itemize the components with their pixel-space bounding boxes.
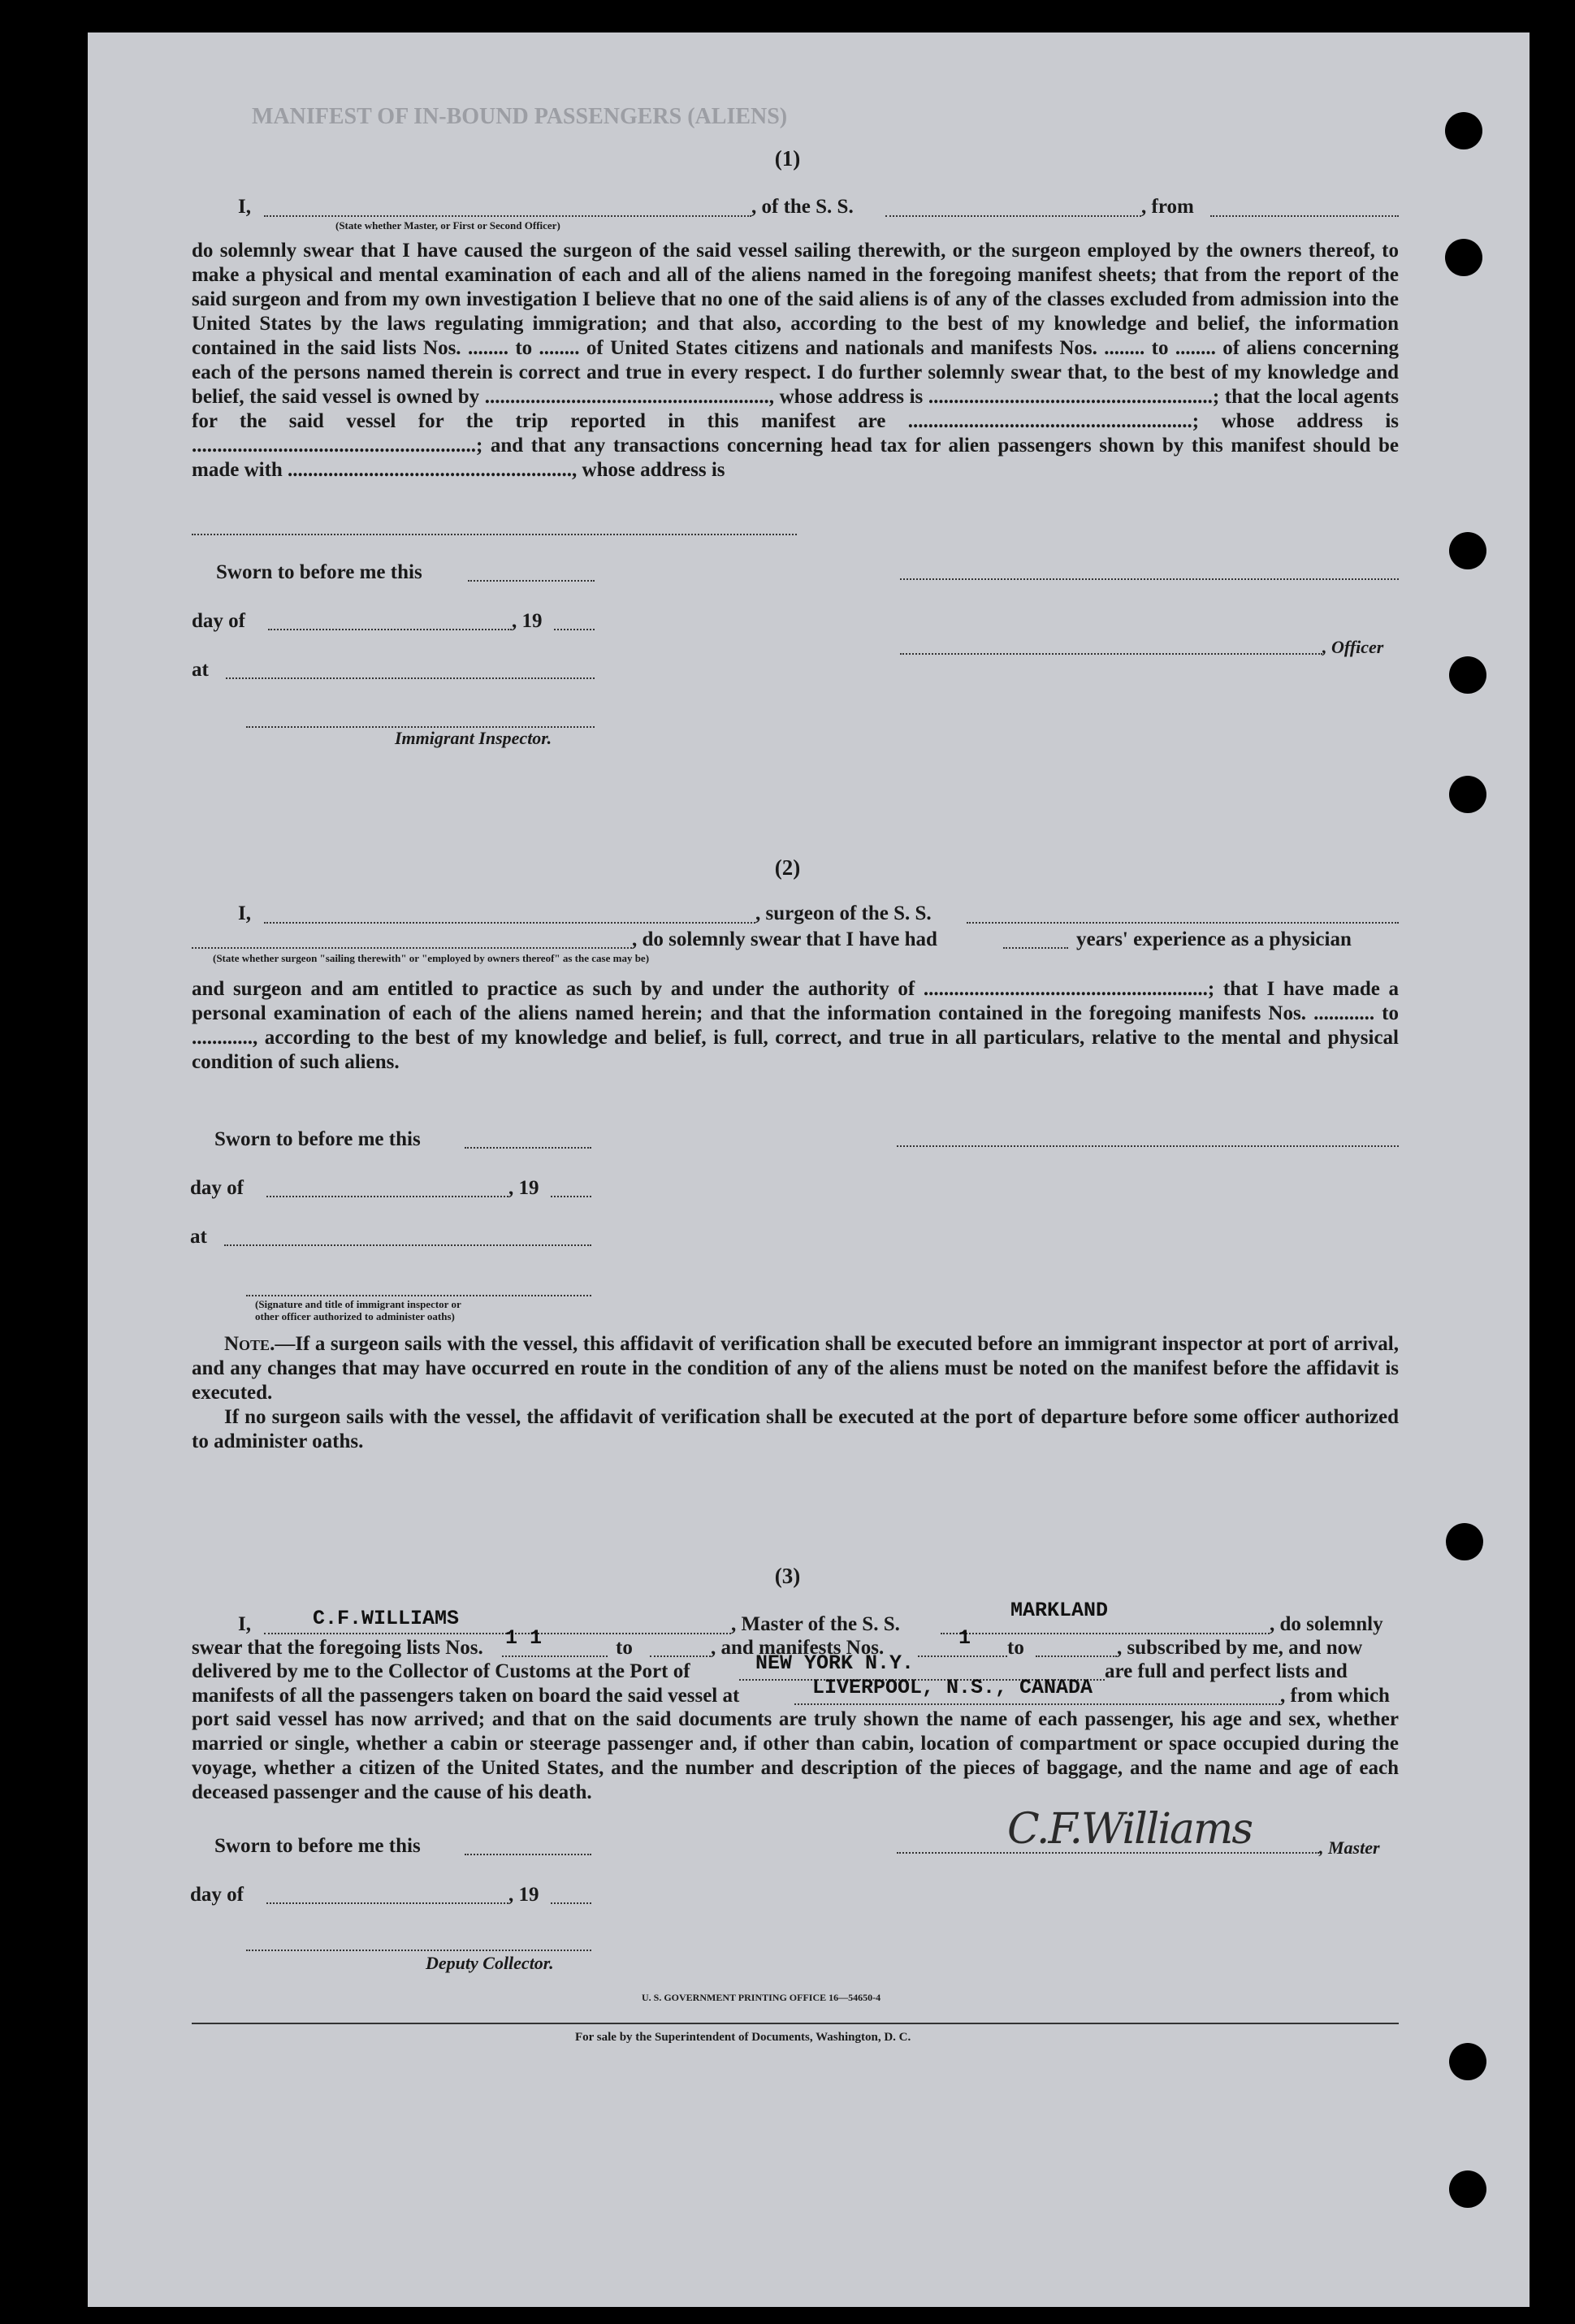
s2-oath-paragraph: and surgeon and am entitled to practice as such by and under the authority of ........................................................; that I have made a personal examination of each of the aliens named herein; and that the information contained in the foregoing manifests Nos. ............ to ............, according to the best of my knowledge and belief, is full, correct, and true in all particulars, relative to the mental and physical condition of such aliens. xyxy=(192,978,1399,1073)
s3-departure-blank xyxy=(794,1703,1280,1705)
s1-day-blank xyxy=(268,629,512,630)
s2-sworn-blank xyxy=(465,1147,591,1149)
gpo-imprint: U. S. GOVERNMENT PRINTING OFFICE 16—54650-4 xyxy=(642,1992,881,2003)
section-3-number: (3) xyxy=(774,1564,801,1588)
s3-port: NEW YORK N.Y. xyxy=(755,1651,915,1675)
s3-ship-name: MARKLAND xyxy=(1010,1599,1109,1622)
s3-day-blank xyxy=(266,1902,508,1904)
s2-caption-sig-2: other officer authorized to administer oaths) xyxy=(255,1310,455,1322)
binder-hole xyxy=(1449,2043,1486,2080)
s3-lists-no: 1 1 xyxy=(505,1626,543,1650)
s3-l1-solemnly: , do solemnly xyxy=(1270,1613,1383,1635)
s3-lists-blank xyxy=(502,1655,608,1657)
s1-at-blank xyxy=(226,677,595,679)
binder-hole xyxy=(1446,1523,1483,1560)
s3-manifests-blank xyxy=(918,1655,1007,1657)
s3-sworn-blank xyxy=(465,1854,591,1855)
s2-note-label: Note. xyxy=(224,1333,275,1355)
s3-l1-master: , Master of the S. S. xyxy=(731,1613,900,1635)
s3-master-signature: C.F.Williams xyxy=(1007,1805,1253,1854)
s1-at: at xyxy=(192,659,209,681)
s2-at: at xyxy=(190,1226,207,1248)
s2-ship-blank xyxy=(967,922,1399,924)
s3-oath-paragraph: port said vessel has now arrived; and that on the said documents are truly shown the name of each passenger, his age and sex, whether married or single, whether a cabin or steerage passenger and, if other than cabin, location of compartment or space occupied during the voyage, whether a citizen of the United States, and the number and description of the pieces of baggage, and the name and age of each deceased passenger and the cause of his death. xyxy=(192,1708,1399,1803)
s1-from-blank xyxy=(1210,215,1399,217)
s3-day-of: day of xyxy=(190,1884,244,1906)
s3-master-name: C.F.WILLIAMS xyxy=(313,1607,460,1630)
s1-line1-i: I, xyxy=(238,196,251,218)
s2-line2-swear: , do solemnly swear that I have had xyxy=(632,928,937,950)
s3-l2-manifests: , and manifests Nos. xyxy=(711,1637,885,1659)
s2-at-blank xyxy=(224,1244,591,1246)
s3-master-name-blank xyxy=(264,1633,731,1634)
s1-year-blank xyxy=(554,629,595,630)
section-1-number: (1) xyxy=(774,146,801,171)
s3-manifest-no: 1 xyxy=(958,1626,971,1650)
s2-years-blank xyxy=(1003,947,1068,949)
s1-officer-line xyxy=(900,653,1322,655)
s2-day-of: day of xyxy=(190,1177,244,1199)
show-through-header: MANIFEST OF IN-BOUND PASSENGERS (ALIENS) xyxy=(252,104,788,129)
s2-note-2-paragraph: If no surgeon sails with the vessel, the affidavit of verification shall be executed at the port of departure before some officer authorized to administer oaths. xyxy=(192,1406,1399,1452)
s3-sworn: Sworn to before me this xyxy=(214,1835,421,1857)
s3-manifests-to-blank xyxy=(1036,1655,1117,1657)
binder-hole xyxy=(1449,656,1486,694)
s2-note-paragraph xyxy=(192,1332,1399,1405)
s3-l4-from: , from which xyxy=(1280,1685,1390,1707)
s2-sailing-blank xyxy=(192,947,632,949)
s3-year: , 19 xyxy=(508,1884,539,1906)
s3-l3-delivered: delivered by me to the Collector of Customs at the Port of xyxy=(192,1660,690,1682)
s1-officer-label: , Officer xyxy=(1322,637,1384,657)
s1-master-sig-line xyxy=(900,578,1399,580)
s3-master-label: , Master xyxy=(1319,1837,1380,1858)
s2-caption-sig-1: (Signature and title of immigrant inspector or xyxy=(255,1298,461,1310)
s2-day-blank xyxy=(266,1196,508,1197)
s2-inspector-sig-line xyxy=(246,1295,591,1296)
s1-day-of: day of xyxy=(192,610,245,632)
s2-line2-years: years' experience as a physician xyxy=(1076,928,1352,950)
s2-note-text: —If a surgeon sails with the vessel, this affidavit of verification shall be executed before an immigrant inspector at port of arrival, and any changes that may have occurred en route in the condition of any of the aliens must be noted on the manifest before the affidavit is executed. xyxy=(192,1333,1399,1404)
s1-oath-paragraph: do solemnly swear that I have caused the surgeon of the said vessel sailing therewith, or the surgeon employed by the owners thereof, to make a physical and mental examination of each and all of the aliens named in the foregoing manifest sheets; that from the report of the said surgeon and from my own investigation I believe that no one of the said aliens is of any of the classes excluded from admission into the United States by the laws regulating immigration; and that also, according to the best of my knowledge and belief, the information contained in the said lists Nos. ........ to ........ of United States citizens and nationals and manifests Nos. ........ to ........ of aliens concerning each of the persons named therein is correct and true in every respect. I do further solemnly swear that, to the best of my knowledge and belief, the said vessel is owned by ........................................................, whose address is ........................................................; that the local agents for the said vessel for the trip reported in this manifest are ........................................................; whose address is ........................................................; and that any transactions concerning head tax for alien passengers shown by this manifest should be made with ........................................................, whose address is xyxy=(192,240,1399,481)
s3-l2-swear: swear that the foregoing lists Nos. xyxy=(192,1637,483,1659)
s3-lists-to-blank xyxy=(650,1655,711,1657)
s2-year: , 19 xyxy=(508,1177,539,1199)
s2-year-blank xyxy=(551,1196,591,1197)
binder-hole xyxy=(1445,112,1482,149)
binder-hole xyxy=(1449,2170,1486,2208)
s3-l2-to2: to xyxy=(1007,1637,1024,1659)
s2-surgeon-sig-line xyxy=(897,1145,1399,1147)
s1-inspector-label: Immigrant Inspector. xyxy=(395,728,552,748)
s1-year: , 19 xyxy=(512,610,543,632)
binder-hole xyxy=(1449,776,1486,813)
s1-line1-from: , from xyxy=(1141,196,1194,218)
binder-hole xyxy=(1445,239,1482,276)
s1-caption-master: (State whether Master, or First or Second Officer) xyxy=(335,219,560,232)
s3-year-blank xyxy=(551,1902,591,1904)
footer-rule xyxy=(192,2023,1399,2024)
s3-l3-full: are full and perfect lists and xyxy=(1105,1660,1348,1682)
s3-l2-to1: to xyxy=(616,1637,633,1659)
s3-l4-manifests: manifests of all the passengers taken on board the said vessel at xyxy=(192,1685,740,1707)
s1-address-blank xyxy=(192,534,797,535)
s2-line1-ss: , surgeon of the S. S. xyxy=(755,902,932,924)
s1-line1-ss: , of the S. S. xyxy=(751,196,854,218)
s3-departure: LIVERPOOL, N.S., CANADA xyxy=(812,1676,1093,1699)
s2-sworn: Sworn to before me this xyxy=(214,1128,421,1150)
s3-ship-blank xyxy=(941,1633,1270,1634)
s2-caption-surgeon: (State whether surgeon "sailing therewith" or "employed by owners thereof" as the case may be) xyxy=(213,952,650,964)
s2-line1-i: I, xyxy=(238,902,251,924)
section-2-number: (2) xyxy=(774,855,801,880)
s3-l1-i: I, xyxy=(238,1613,251,1635)
s1-sworn-blank xyxy=(468,580,595,582)
s1-master-blank xyxy=(264,215,751,217)
s3-deputy-label: Deputy Collector. xyxy=(426,1953,554,1973)
s3-deputy-sig-line xyxy=(246,1950,591,1951)
s3-l2-subscribed: , subscribed by me, and now xyxy=(1117,1637,1363,1659)
s1-sworn: Sworn to before me this xyxy=(216,561,422,583)
s2-surgeon-blank xyxy=(264,922,755,924)
s1-ship-blank xyxy=(885,215,1141,217)
binder-hole xyxy=(1449,532,1486,569)
sale-notice: For sale by the Superintendent of Documents, Washington, D. C. xyxy=(575,2031,911,2044)
